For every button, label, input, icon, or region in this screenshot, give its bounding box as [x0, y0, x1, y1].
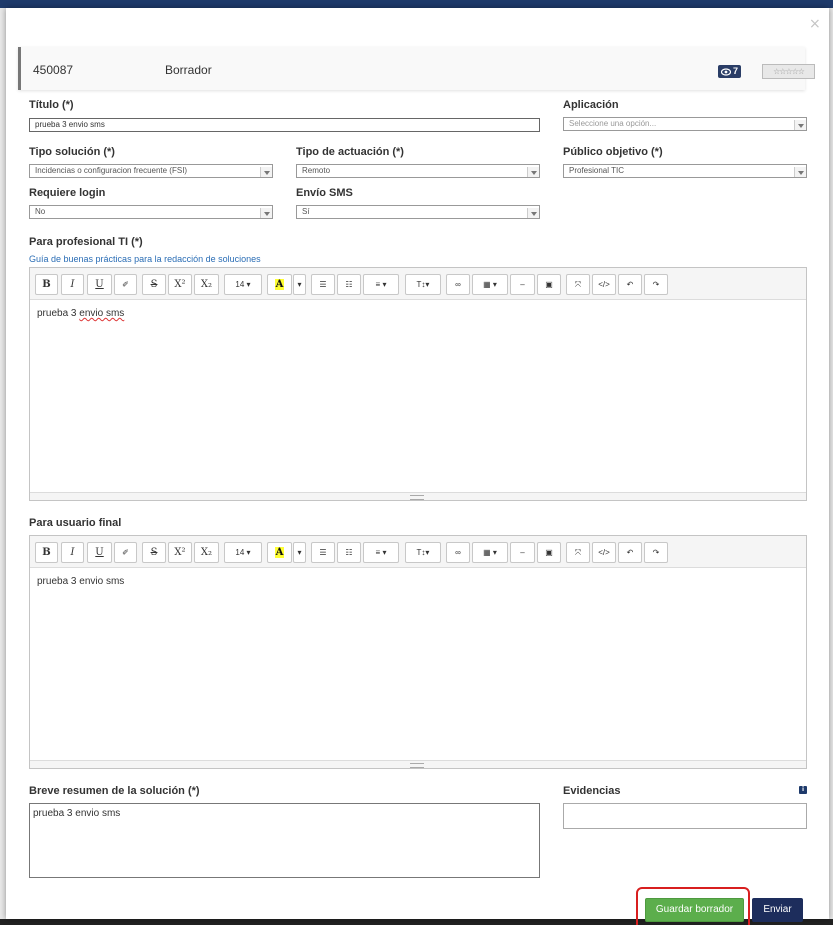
publico-objetivo-label: Público objetivo (*) [563, 146, 663, 158]
image-icon[interactable]: ▣ [537, 274, 561, 295]
editor-usuario [29, 535, 807, 769]
align-dropdown[interactable]: ≡ ▾ [363, 542, 399, 563]
envio-sms-select[interactable] [296, 205, 540, 219]
ordered-list-icon[interactable]: ☷ [337, 274, 361, 295]
redo-icon[interactable]: ↷ [644, 274, 668, 295]
line-height-dropdown[interactable]: T↕▾ [405, 274, 441, 295]
para-profesional-label: Para profesional TI (*) [29, 236, 143, 248]
info-icon[interactable]: i [799, 786, 807, 794]
eraser-icon[interactable]: ✐ [114, 542, 137, 563]
para-usuario-label: Para usuario final [29, 517, 122, 529]
image-icon[interactable]: ▣ [537, 542, 561, 563]
save-draft-button[interactable]: Guardar borrador [645, 898, 744, 922]
requiere-login-select[interactable] [29, 205, 273, 219]
record-header [18, 47, 805, 90]
ordered-list-icon[interactable]: ☷ [337, 542, 361, 563]
tipo-solucion-label: Tipo solución (*) [29, 146, 115, 158]
highlight-a-icon: A [275, 547, 284, 558]
line-height-dropdown[interactable]: T↕▾ [405, 542, 441, 563]
requiere-login-label: Requiere login [29, 187, 106, 199]
envio-sms-value: Sí [302, 207, 310, 216]
chevron-down-icon [527, 167, 539, 178]
chevron-down-icon [794, 120, 806, 131]
editor-toolbar [30, 268, 806, 300]
table-dropdown[interactable]: ▦ ▾ [472, 274, 508, 295]
editor-profesional [29, 267, 807, 501]
fullscreen-icon[interactable]: ⤧ [566, 274, 590, 295]
underline-button[interactable]: U [87, 274, 112, 295]
superscript-button[interactable]: X² [168, 274, 192, 295]
code-view-icon[interactable]: </> [592, 542, 616, 563]
editor-content[interactable]: prueba 3 envio sms [37, 576, 125, 587]
unordered-list-icon[interactable]: ☰ [311, 274, 335, 295]
tipo-solucion-select[interactable] [29, 164, 273, 178]
fullscreen-icon[interactable]: ⤧ [566, 542, 590, 563]
link-icon[interactable]: ∞ [446, 274, 470, 295]
record-status: Borrador [165, 63, 212, 77]
chevron-down-icon [794, 167, 806, 178]
editor-toolbar [30, 536, 806, 568]
rating-stars[interactable]: ☆☆☆☆☆ [762, 64, 815, 79]
misspelled-text: envio sms [79, 308, 125, 319]
code-view-icon[interactable]: </> [592, 274, 616, 295]
views-badge [718, 65, 741, 78]
titulo-input[interactable]: prueba 3 envio sms [29, 118, 540, 132]
link-icon[interactable]: ∞ [446, 542, 470, 563]
chevron-down-icon [260, 167, 272, 178]
chevron-down-icon [260, 208, 272, 219]
font-size-dropdown[interactable]: 14 ▾ [224, 542, 262, 563]
editor-text: prueba 3 [37, 308, 80, 319]
resize-handle[interactable] [30, 760, 806, 768]
bold-button[interactable]: B [35, 542, 58, 563]
tipo-actuacion-select[interactable] [296, 164, 540, 178]
resumen-textarea[interactable]: prueba 3 envio sms [29, 803, 540, 878]
editor-content[interactable] [30, 300, 806, 327]
strikethrough-button[interactable]: S [142, 274, 166, 295]
subscript-button[interactable]: X₂ [194, 274, 219, 295]
highlight-a-icon: A [275, 279, 284, 290]
superscript-button[interactable]: X² [168, 542, 192, 563]
tipo-actuacion-label: Tipo de actuación (*) [296, 146, 404, 158]
aplicacion-label: Aplicación [563, 99, 619, 111]
horizontal-rule-icon[interactable]: – [510, 274, 535, 295]
resize-handle[interactable] [30, 492, 806, 500]
eye-icon [721, 68, 731, 76]
publico-objetivo-value: Profesional TIC [569, 166, 624, 175]
resumen-label: Breve resumen de la solución (*) [29, 785, 200, 797]
undo-icon[interactable]: ↶ [618, 542, 642, 563]
close-icon[interactable]: × [809, 16, 821, 32]
aplicacion-placeholder: Seleccione una opción... [569, 119, 657, 128]
undo-icon[interactable]: ↶ [618, 274, 642, 295]
requiere-login-value: No [35, 207, 46, 216]
table-dropdown[interactable]: ▦ ▾ [472, 542, 508, 563]
tipo-actuacion-value: Remoto [302, 166, 331, 175]
text-color-button[interactable] [267, 542, 292, 563]
evidencias-input[interactable] [563, 803, 807, 829]
align-dropdown[interactable]: ≡ ▾ [363, 274, 399, 295]
redo-icon[interactable]: ↷ [644, 542, 668, 563]
color-dropdown[interactable]: ▾ [293, 542, 306, 563]
chevron-down-icon [527, 208, 539, 219]
unordered-list-icon[interactable]: ☰ [311, 542, 335, 563]
subscript-button[interactable]: X₂ [194, 542, 219, 563]
record-id: 450087 [33, 63, 74, 77]
tipo-solucion-value: Incidencias o configuracion frecuente (FSI) [35, 166, 188, 175]
envio-sms-label: Envío SMS [296, 187, 353, 199]
titulo-label: Título (*) [29, 99, 74, 111]
italic-button[interactable]: I [61, 274, 84, 295]
font-size-dropdown[interactable]: 14 ▾ [224, 274, 262, 295]
underline-button[interactable]: U [87, 542, 112, 563]
color-dropdown[interactable]: ▾ [293, 274, 306, 295]
text-color-button[interactable] [267, 274, 292, 295]
solution-modal [6, 8, 829, 919]
bold-button[interactable]: B [35, 274, 58, 295]
evidencias-label: Evidencias [563, 785, 621, 797]
italic-button[interactable]: I [61, 542, 84, 563]
eraser-icon[interactable]: ✐ [114, 274, 137, 295]
strikethrough-button[interactable]: S [142, 542, 166, 563]
background-page-right [829, 8, 833, 925]
guia-buenas-practicas-link[interactable]: Guía de buenas prácticas para la redacción de soluciones [29, 254, 261, 264]
aplicacion-select[interactable] [563, 117, 807, 131]
views-count: 7 [733, 66, 739, 76]
top-bar [0, 0, 833, 8]
send-button[interactable]: Enviar [752, 898, 803, 922]
horizontal-rule-icon[interactable]: – [510, 542, 535, 563]
publico-objetivo-select[interactable] [563, 164, 807, 178]
